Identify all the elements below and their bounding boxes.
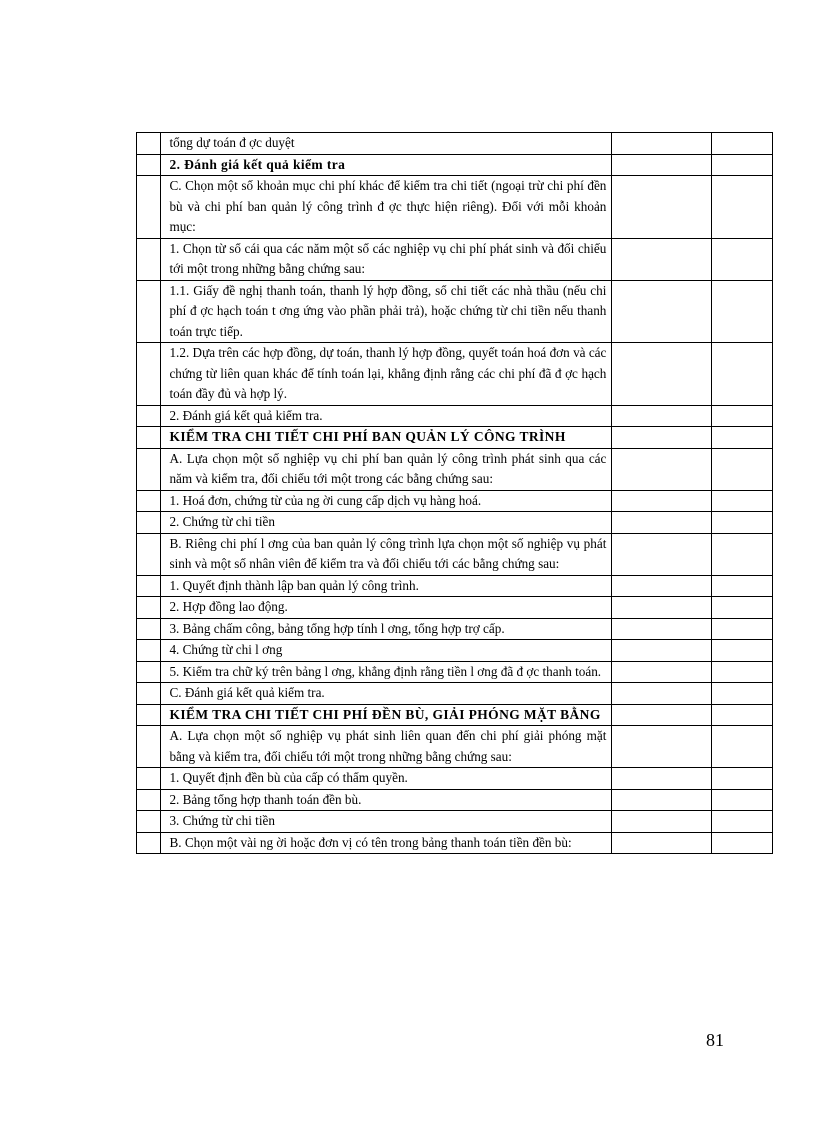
row-index-cell — [137, 789, 161, 811]
procedure-text-cell: 5. Kiểm tra chữ ký trên bảng l ơng, khẳng định rằng tiền l ơng đã đ ợc thanh toán. — [161, 661, 612, 683]
row-index-cell — [137, 811, 161, 833]
table-row — [137, 575, 773, 597]
reference-cell — [612, 618, 712, 640]
note-cell — [712, 490, 773, 512]
row-index-cell — [137, 427, 161, 449]
row-index-cell — [137, 575, 161, 597]
table-row — [137, 832, 773, 854]
table-row — [137, 811, 773, 833]
note-cell — [712, 704, 773, 726]
reference-cell — [612, 811, 712, 833]
row-index-cell — [137, 238, 161, 280]
procedure-text-cell: B. Chọn một vài ng ời hoặc đơn vị có tên trong bảng thanh toán tiền đền bù: — [161, 832, 612, 854]
table-row — [137, 683, 773, 705]
reference-cell — [612, 768, 712, 790]
note-cell — [712, 448, 773, 490]
row-index-cell — [137, 533, 161, 575]
note-cell — [712, 427, 773, 449]
note-cell — [712, 661, 773, 683]
note-cell — [712, 575, 773, 597]
reference-cell — [612, 154, 712, 176]
table-row — [137, 640, 773, 662]
table-row — [137, 768, 773, 790]
note-cell — [712, 768, 773, 790]
reference-cell — [612, 280, 712, 343]
row-index-cell — [137, 405, 161, 427]
reference-cell — [612, 512, 712, 534]
row-index-cell — [137, 597, 161, 619]
procedure-text-cell: 1. Chọn từ sổ cái qua các năm một số các nghiệp vụ chi phí phát sinh và đối chiếu tới một trong những bằng chứng sau: — [161, 238, 612, 280]
procedure-text-cell: B. Riêng chi phí l ơng của ban quản lý công trình lựa chọn một số nghiệp vụ phát sinh và một số nhân viên để kiểm tra và đối chiếu tới các bằng chứng sau: — [161, 533, 612, 575]
table-row — [137, 597, 773, 619]
procedure-text-cell: 1.2. Dựa trên các hợp đồng, dự toán, thanh lý hợp đồng, quyết toán hoá đơn và các chứng từ liên quan khác để tính toán lại, khẳng định rằng các chi phí đã đ ợc hạch toán đầy đủ và hợp lý. — [161, 343, 612, 406]
table-row — [137, 280, 773, 343]
reference-cell — [612, 133, 712, 155]
procedure-text-cell: C. Đánh giá kết quả kiểm tra. — [161, 683, 612, 705]
table-row — [137, 427, 773, 449]
row-index-cell — [137, 726, 161, 768]
note-cell — [712, 789, 773, 811]
table-row — [137, 512, 773, 534]
section-heading-cell: 2. Đánh giá kết quả kiểm tra — [161, 154, 612, 176]
row-index-cell — [137, 640, 161, 662]
audit-procedure-table — [136, 132, 773, 854]
table-row — [137, 176, 773, 239]
procedure-text-cell: 1.1. Giấy đề nghị thanh toán, thanh lý hợp đồng, sổ chi tiết các nhà thầu (nếu chi phí đ ợc hạch toán t ơng ứng vào phần phải trả), hoặc chứng từ chi tiền nếu thanh toán trực tiếp. — [161, 280, 612, 343]
note-cell — [712, 683, 773, 705]
procedure-text-cell: 3. Chứng từ chi tiền — [161, 811, 612, 833]
row-index-cell — [137, 490, 161, 512]
row-index-cell — [137, 832, 161, 854]
note-cell — [712, 133, 773, 155]
reference-cell — [612, 832, 712, 854]
row-index-cell — [137, 683, 161, 705]
table-row — [137, 661, 773, 683]
row-index-cell — [137, 704, 161, 726]
note-cell — [712, 176, 773, 239]
row-index-cell — [137, 768, 161, 790]
table-row — [137, 726, 773, 768]
row-index-cell — [137, 448, 161, 490]
row-index-cell — [137, 512, 161, 534]
row-index-cell — [137, 176, 161, 239]
reference-cell — [612, 704, 712, 726]
table-row — [137, 533, 773, 575]
reference-cell — [612, 640, 712, 662]
reference-cell — [612, 683, 712, 705]
procedure-text-cell: A. Lựa chọn một số nghiệp vụ chi phí ban quản lý công trình phát sinh qua các năm và kiểm tra, đối chiếu tới một trong các bằng chứng sau: — [161, 448, 612, 490]
procedure-text-cell: 4. Chứng từ chi l ơng — [161, 640, 612, 662]
procedure-text-cell: 1. Quyết định đền bù của cấp có thẩm quyền. — [161, 768, 612, 790]
reference-cell — [612, 789, 712, 811]
procedure-text-cell: tổng dự toán đ ợc duyệt — [161, 133, 612, 155]
reference-cell — [612, 343, 712, 406]
reference-cell — [612, 427, 712, 449]
reference-cell — [612, 533, 712, 575]
note-cell — [712, 512, 773, 534]
reference-cell — [612, 448, 712, 490]
table-row — [137, 154, 773, 176]
note-cell — [712, 597, 773, 619]
row-index-cell — [137, 661, 161, 683]
reference-cell — [612, 405, 712, 427]
note-cell — [712, 280, 773, 343]
reference-cell — [612, 490, 712, 512]
table-row — [137, 490, 773, 512]
row-index-cell — [137, 133, 161, 155]
procedure-text-cell: 2. Hợp đồng lao động. — [161, 597, 612, 619]
table-row — [137, 133, 773, 155]
row-index-cell — [137, 618, 161, 640]
reference-cell — [612, 238, 712, 280]
row-index-cell — [137, 343, 161, 406]
reference-cell — [612, 661, 712, 683]
procedure-text-cell: 1. Hoá đơn, chứng từ của ng ời cung cấp dịch vụ hàng hoá. — [161, 490, 612, 512]
table-row — [137, 238, 773, 280]
table-row — [137, 789, 773, 811]
table-row — [137, 405, 773, 427]
table-row — [137, 704, 773, 726]
section-heading-cell: KIỂM TRA CHI TIẾT CHI PHÍ ĐỀN BÙ, GIẢI PHÓNG MẶT BẰNG — [161, 704, 612, 726]
note-cell — [712, 726, 773, 768]
row-index-cell — [137, 154, 161, 176]
table-body — [137, 133, 773, 854]
table-row — [137, 618, 773, 640]
reference-cell — [612, 575, 712, 597]
note-cell — [712, 154, 773, 176]
note-cell — [712, 811, 773, 833]
note-cell — [712, 343, 773, 406]
procedure-text-cell: A. Lựa chọn một số nghiệp vụ phát sinh liên quan đến chi phí giải phóng mặt bằng và kiểm tra, đối chiếu tới một trong những bằng chứng sau: — [161, 726, 612, 768]
procedure-text-cell: 1. Quyết định thành lập ban quản lý công trình. — [161, 575, 612, 597]
reference-cell — [612, 726, 712, 768]
procedure-text-cell: 2. Đánh giá kết quả kiểm tra. — [161, 405, 612, 427]
section-heading-cell: KIỂM TRA CHI TIẾT CHI PHÍ BAN QUẢN LÝ CÔNG TRÌNH — [161, 427, 612, 449]
table-row — [137, 448, 773, 490]
reference-cell — [612, 597, 712, 619]
note-cell — [712, 618, 773, 640]
procedure-text-cell: C. Chọn một số khoản mục chi phí khác để kiểm tra chi tiết (ngoại trừ chi phí đền bù và chi phí ban quản lý công trình đ ợc thực hiện riêng). Đối với mỗi khoản mục: — [161, 176, 612, 239]
note-cell — [712, 832, 773, 854]
table-row — [137, 343, 773, 406]
note-cell — [712, 640, 773, 662]
row-index-cell — [137, 280, 161, 343]
note-cell — [712, 533, 773, 575]
note-cell — [712, 405, 773, 427]
procedure-text-cell: 2. Chứng từ chi tiền — [161, 512, 612, 534]
note-cell — [712, 238, 773, 280]
procedure-text-cell: 2. Bảng tổng hợp thanh toán đền bù. — [161, 789, 612, 811]
reference-cell — [612, 176, 712, 239]
procedure-text-cell: 3. Bảng chấm công, bảng tổng hợp tính l ơng, tổng hợp trợ cấp. — [161, 618, 612, 640]
page-number: 81 — [706, 1030, 724, 1050]
